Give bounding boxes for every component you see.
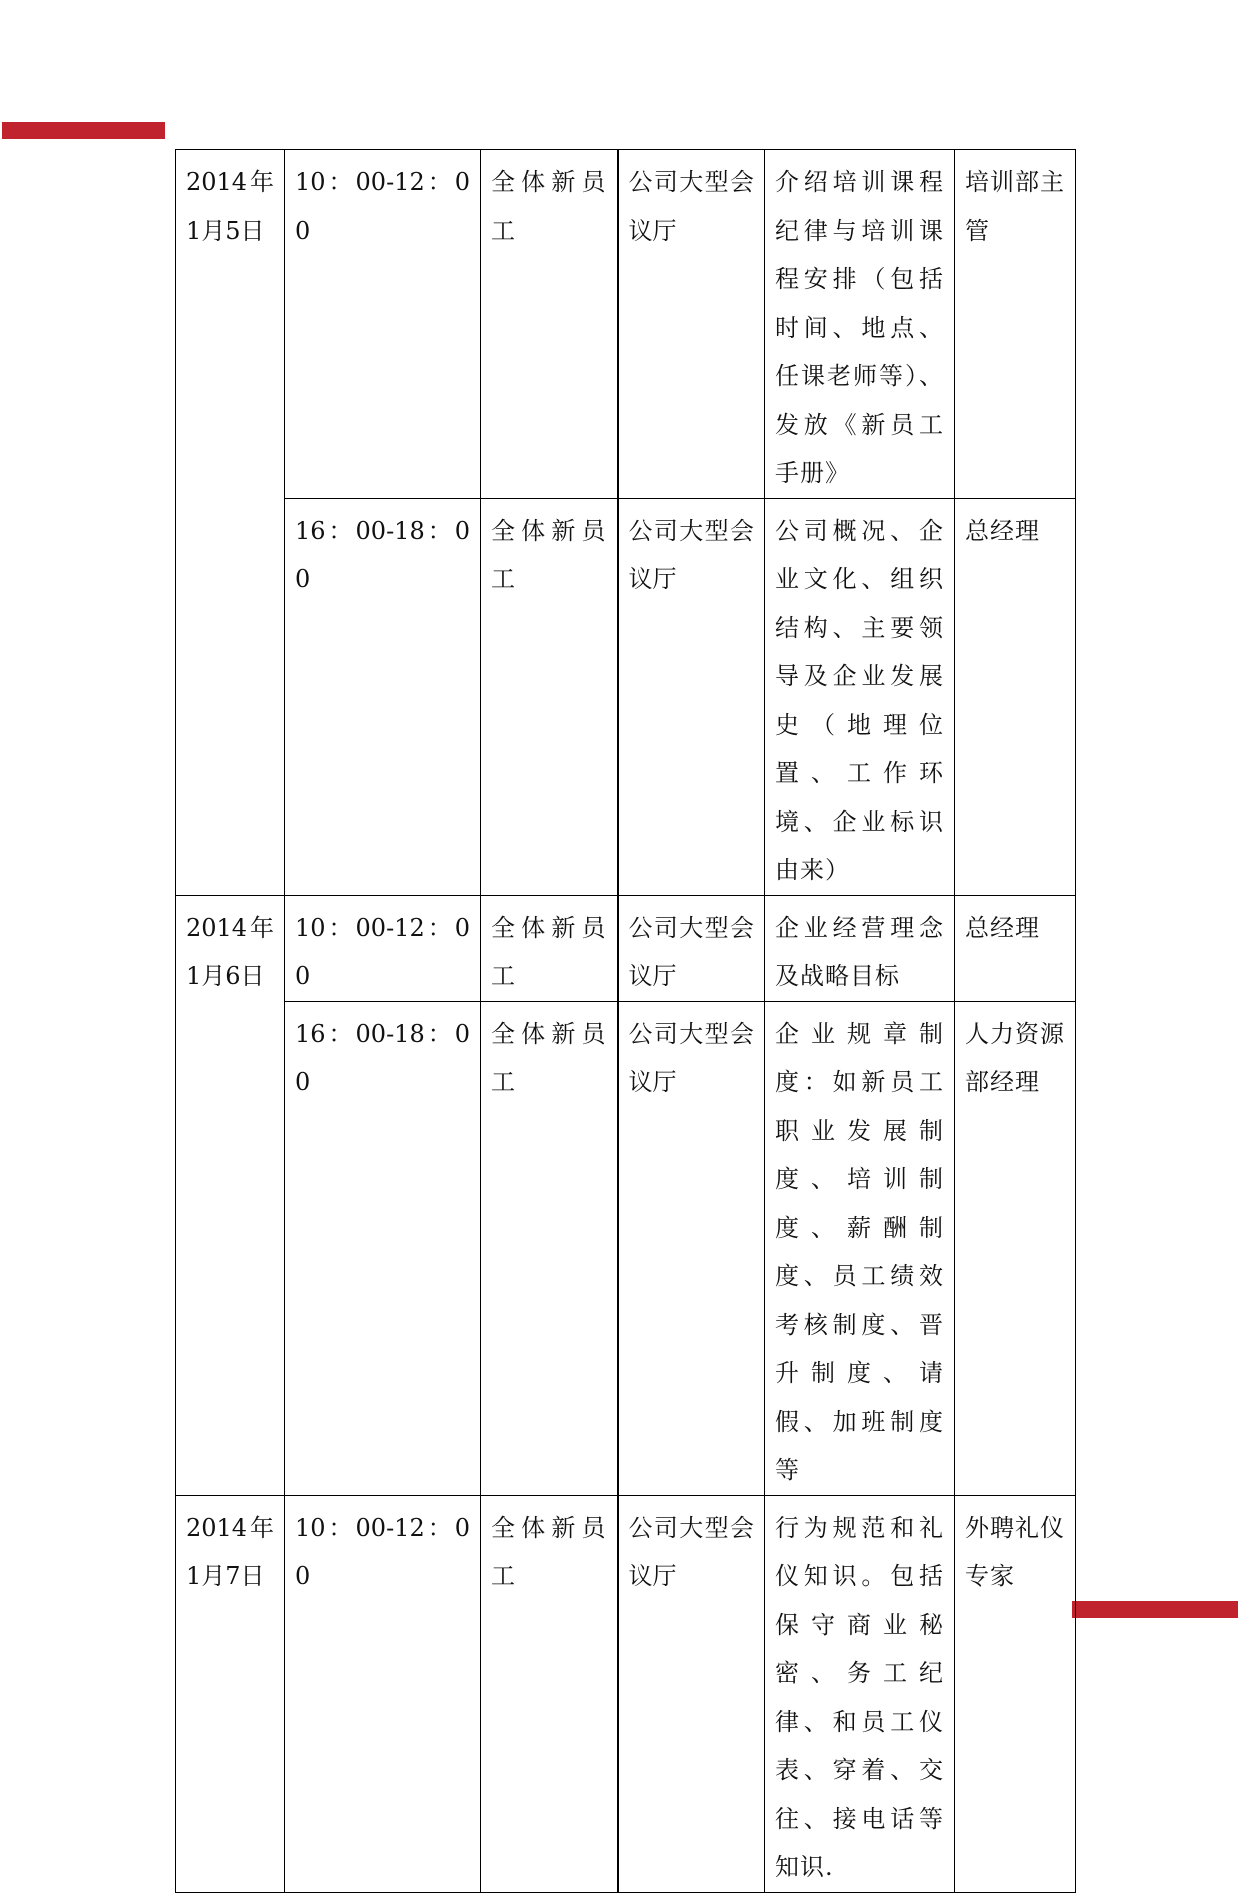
audience-cell: 全体新员工 [481, 498, 618, 895]
venue-cell: 公司大型会议厅 [618, 150, 765, 499]
date-cell: 2014年1月6日 [176, 895, 285, 1495]
table-row [176, 150, 1076, 499]
table-row [176, 498, 1076, 895]
time-cell: 16：00-18：00 [285, 1001, 481, 1495]
content-cell: 企业规章制度：如新员工职业发展制度、培训制度、薪酬制度、员工绩效考核制度、晋升制度、请假、加班制度等 [765, 1001, 955, 1495]
venue-cell: 公司大型会议厅 [618, 1495, 765, 1892]
date-cell: 2014年1月5日 [176, 150, 285, 896]
table-row [176, 895, 1076, 1001]
training-schedule-table [175, 149, 1076, 1893]
time-cell: 10：00-12：00 [285, 895, 481, 1001]
content-cell: 介绍培训课程纪律与培训课程安排（包括时间、地点、任课老师等）、发放《新员工手册》 [765, 150, 955, 499]
venue-cell: 公司大型会议厅 [618, 498, 765, 895]
content-cell: 公司概况、企业文化、组织结构、主要领导及企业发展史（地理位置、工作环境、企业标识由来） [765, 498, 955, 895]
time-cell: 16：00-18：00 [285, 498, 481, 895]
audience-cell: 全体新员工 [481, 895, 618, 1001]
presenter-cell: 培训部主管 [955, 150, 1076, 499]
audience-cell: 全体新员工 [481, 150, 618, 499]
content-cell: 企业经营理念及战略目标 [765, 895, 955, 1001]
presenter-cell: 总经理 [955, 895, 1076, 1001]
presenter-cell: 外聘礼仪专家 [955, 1495, 1076, 1892]
venue-cell: 公司大型会议厅 [618, 1001, 765, 1495]
audience-cell: 全体新员工 [481, 1001, 618, 1495]
presenter-cell: 人力资源部经理 [955, 1001, 1076, 1495]
bottom-accent-bar [1072, 1601, 1238, 1618]
table-row [176, 1495, 1076, 1892]
date-cell: 2014年1月7日 [176, 1495, 285, 1892]
content-cell: 行为规范和礼仪知识。包括保守商业秘密、务工纪律、和员工仪表、穿着、交往、接电话等知识. [765, 1495, 955, 1892]
presenter-cell: 总经理 [955, 498, 1076, 895]
time-cell: 10：00-12：00 [285, 1495, 481, 1892]
top-accent-bar [2, 122, 165, 139]
venue-cell: 公司大型会议厅 [618, 895, 765, 1001]
audience-cell: 全体新员工 [481, 1495, 618, 1892]
time-cell: 10：00-12：00 [285, 150, 481, 499]
table-row [176, 1001, 1076, 1495]
